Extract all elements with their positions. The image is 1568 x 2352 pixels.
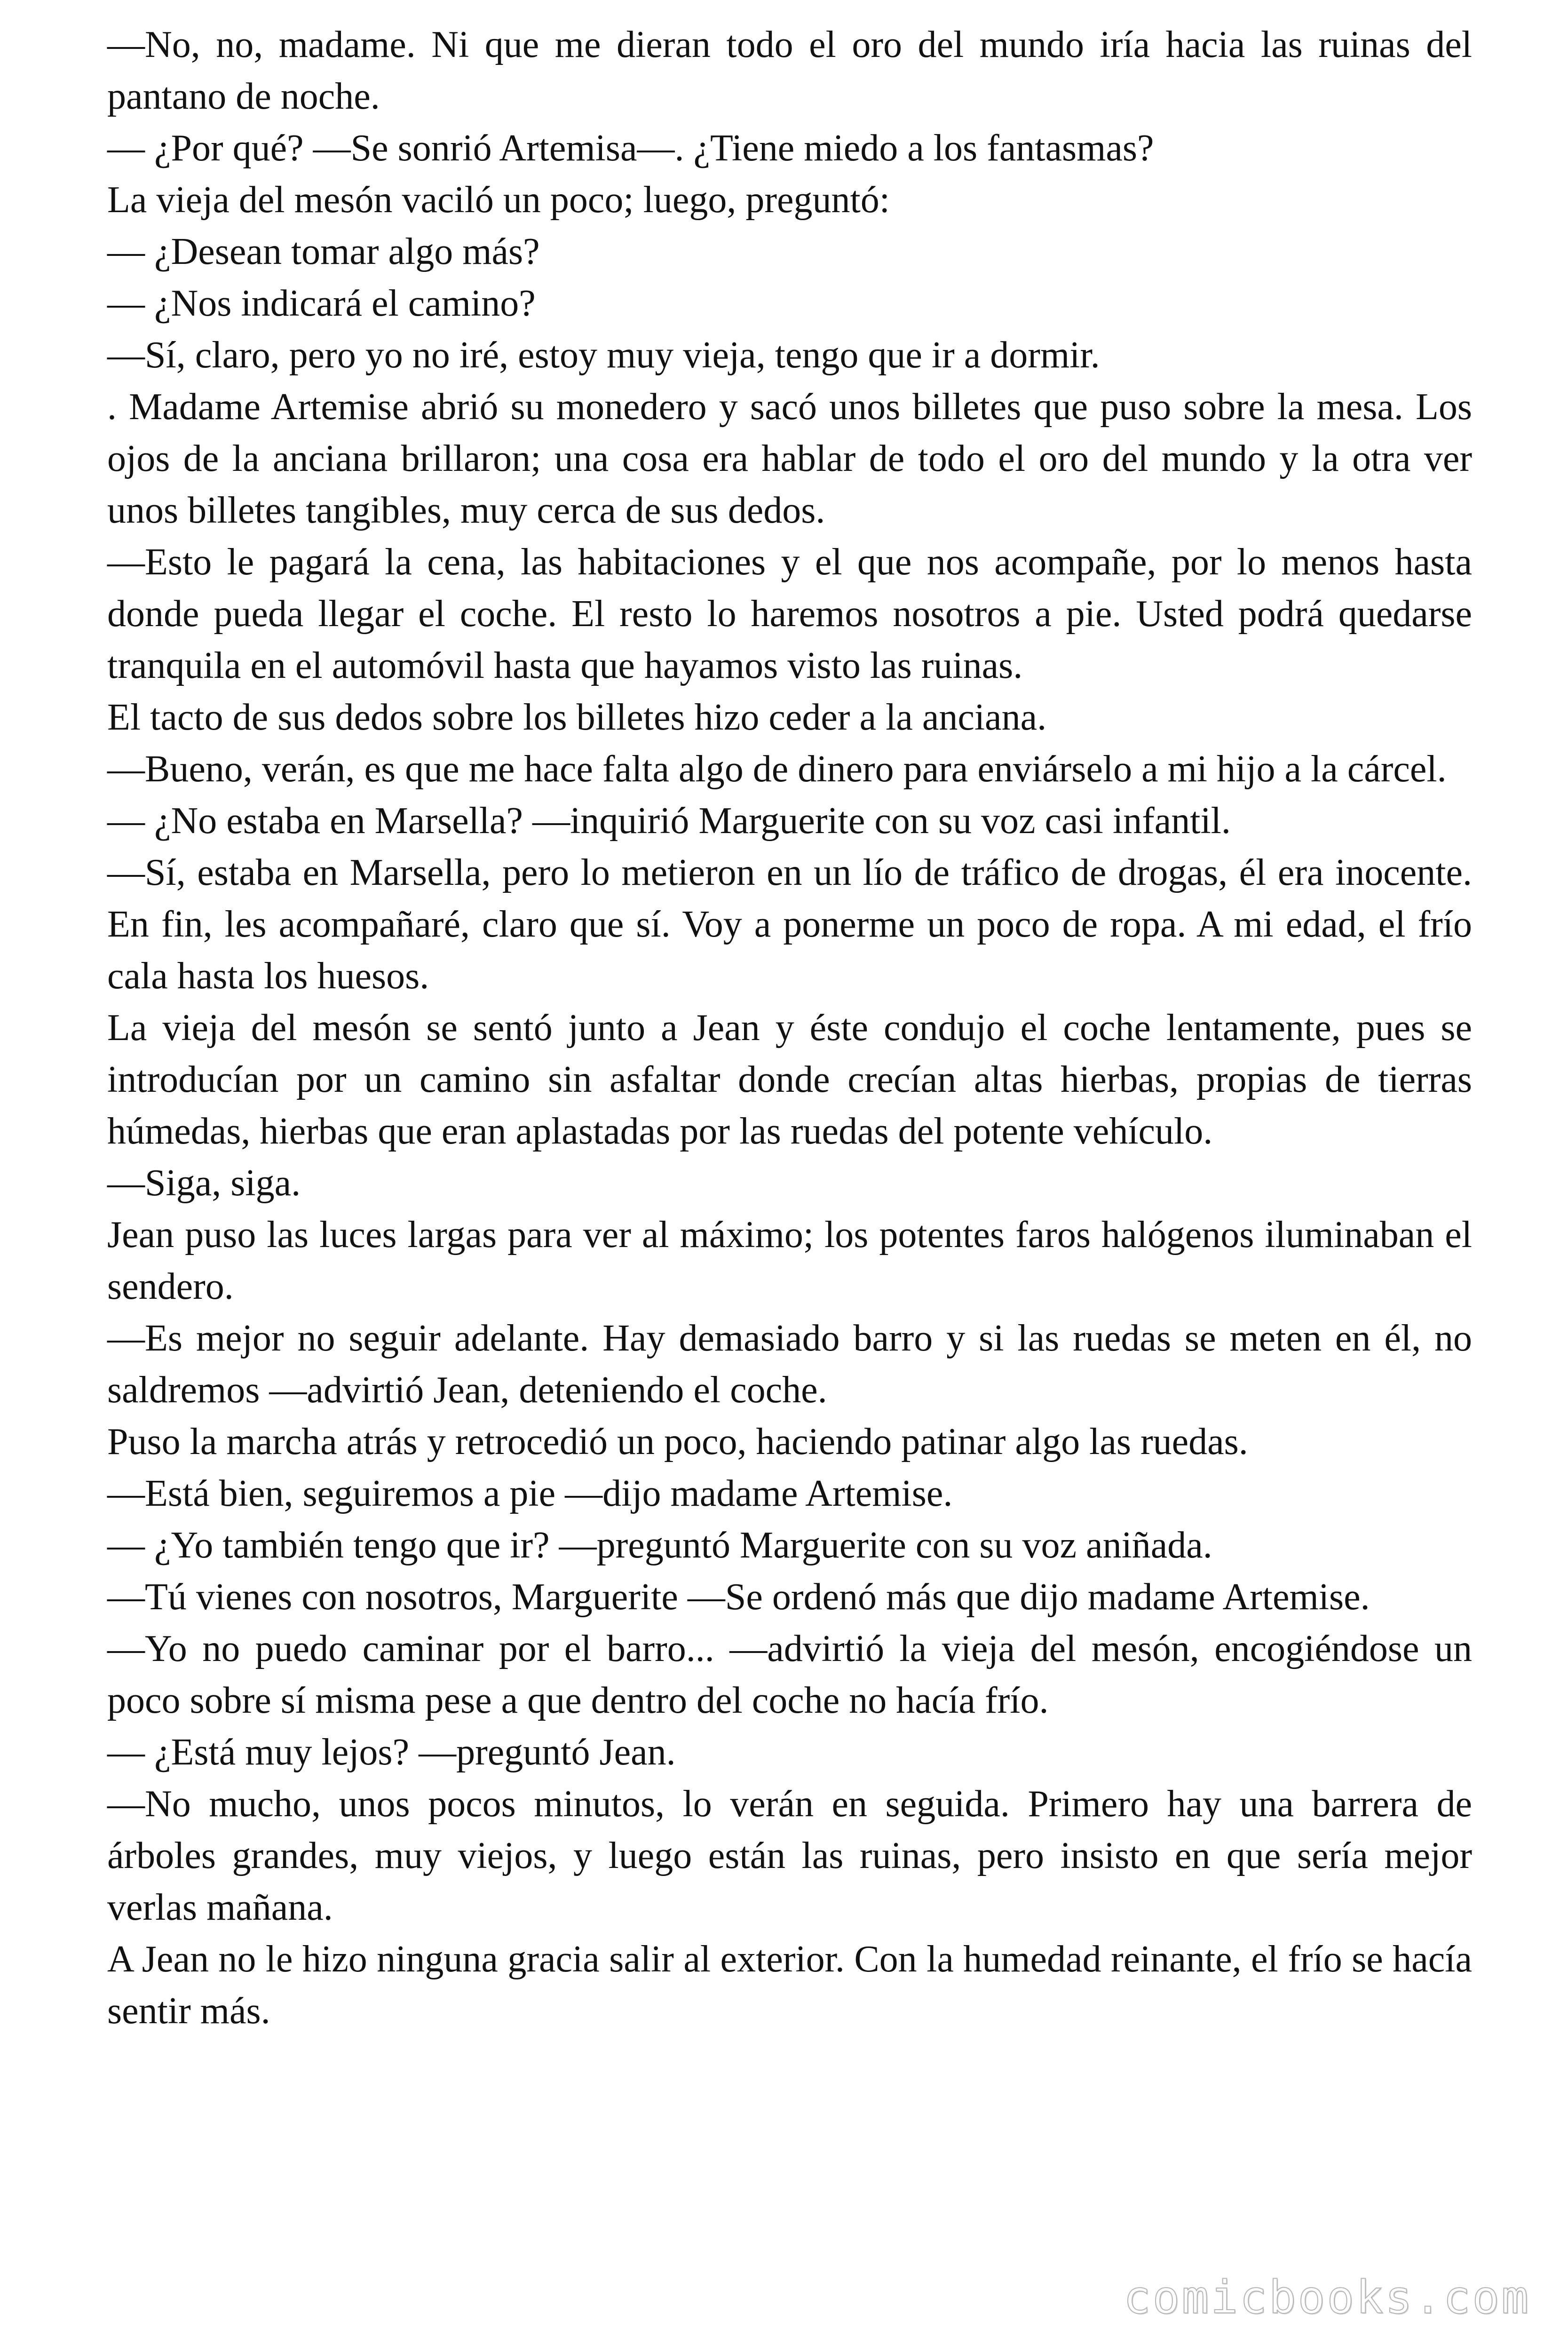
paragraph: El tacto de sus dedos sobre los billetes hizo ceder a la anciana. <box>107 697 1047 738</box>
paragraph: A Jean no le hizo ninguna gracia salir al exterior. Con la humedad reinante, el frío se hacía sentir más. <box>107 1939 1472 2032</box>
watermark: comicbooks.com <box>1123 2271 1530 2324</box>
paragraph: Jean puso las luces largas para ver al máximo; los potentes faros halógenos iluminaban el sendero. <box>107 1214 1472 1307</box>
paragraph: —Bueno, verán, es que me hace falta algo de dinero para enviárselo a mi hijo a la cárcel. <box>107 748 1447 790</box>
paragraph: —No, no, madame. Ni que me dieran todo el oro del mundo iría hacia las ruinas del pantano de noche. <box>107 24 1472 117</box>
paragraph: —Siga, siga. <box>107 1162 301 1204</box>
paragraph: . Madame Artemise abrió su monedero y sacó unos billetes que puso sobre la mesa. Los ojos de la anciana brillaron; una cosa era hablar de todo el oro del mundo y la otra ver unos billetes tangibles, muy cerca de sus dedos. <box>107 386 1472 531</box>
document-body <box>107 19 1472 2037</box>
paragraph: — ¿Desean tomar algo más? <box>107 231 540 272</box>
paragraph: Puso la marcha atrás y retrocedió un poco, haciendo patinar algo las ruedas. <box>107 1421 1248 1462</box>
paragraph: —Está bien, seguiremos a pie —dijo madame Artemise. <box>107 1473 953 1514</box>
paragraph: La vieja del mesón vaciló un poco; luego, preguntó: <box>107 179 890 221</box>
paragraph: — ¿Está muy lejos? —preguntó Jean. <box>107 1732 676 1773</box>
paragraph: La vieja del mesón se sentó junto a Jean y éste condujo el coche lentamente, pues se introducían por un camino sin asfaltar donde crecían altas hierbas, propias de tierras húmedas, hierbas que eran aplastadas por las ruedas del potente vehículo. <box>107 1007 1472 1152</box>
paragraph: — ¿Nos indicará el camino? <box>107 283 536 324</box>
paragraph: — ¿Por qué? —Se sonrió Artemisa—. ¿Tiene miedo a los fantasmas? <box>107 127 1154 169</box>
paragraph: —Yo no puedo caminar por el barro... —advirtió la vieja del mesón, encogiéndose un poco sobre sí misma pese a que dentro del coche no hacía frío. <box>107 1628 1472 1721</box>
paragraph: — ¿No estaba en Marsella? —inquirió Marguerite con su voz casi infantil. <box>107 800 1231 842</box>
paragraph: —Tú vienes con nosotros, Marguerite —Se ordenó más que dijo madame Artemise. <box>107 1576 1370 1618</box>
paragraph: —No mucho, unos pocos minutos, lo verán en seguida. Primero hay una barrera de árboles grandes, muy viejos, y luego están las ruinas, pero insisto en que sería mejor verlas mañana. <box>107 1783 1472 1928</box>
paragraph: —Es mejor no seguir adelante. Hay demasiado barro y si las ruedas se meten en él, no saldremos —advirtió Jean, deteniendo el coche. <box>107 1318 1472 1411</box>
paragraph: —Sí, claro, pero yo no iré, estoy muy vieja, tengo que ir a dormir. <box>107 334 1100 376</box>
paragraph: —Sí, estaba en Marsella, pero lo metieron en un lío de tráfico de drogas, él era inocente. En fin, les acompañaré, claro que sí. Voy a ponerme un poco de ropa. A mi edad, el frío cala hasta los huesos. <box>107 852 1472 997</box>
paragraph: —Esto le pagará la cena, las habitaciones y el que nos acompañe, por lo menos hasta donde pueda llegar el coche. El resto lo haremos nosotros a pie. Usted podrá quedarse tranquila en el automóvil hasta que hayamos visto las ruinas. <box>107 541 1472 686</box>
paragraph: — ¿Yo también tengo que ir? —preguntó Marguerite con su voz aniñada. <box>107 1525 1212 1566</box>
